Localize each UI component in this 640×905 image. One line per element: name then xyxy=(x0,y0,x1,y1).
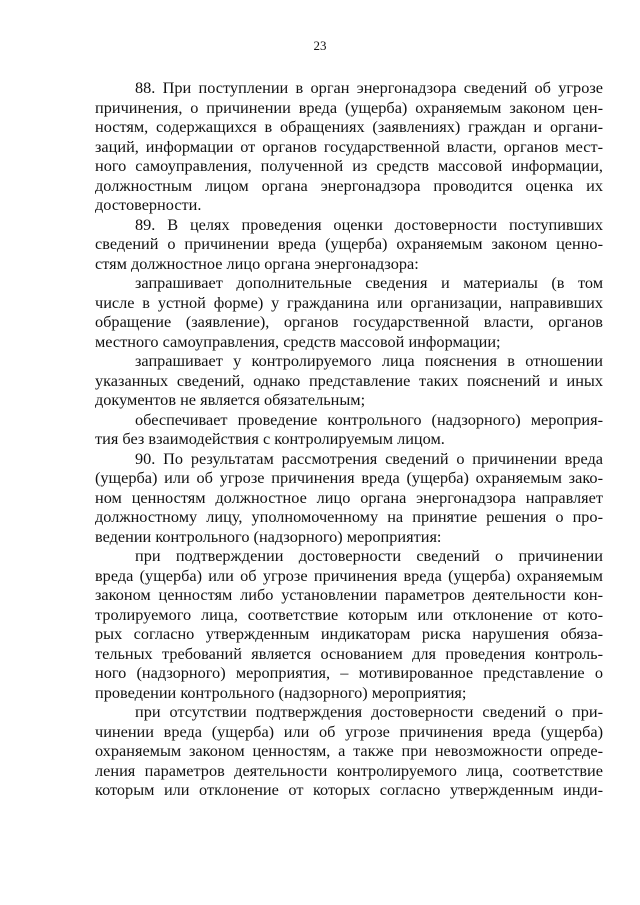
text-line: охраняемым законом ценностям, а также при невозможности опреде- xyxy=(95,741,603,760)
text-line: при подтверждении достоверности сведений о причинении xyxy=(135,546,603,565)
text-line: местного самоуправления, средств массовой информации; xyxy=(95,331,501,351)
text-line: ления параметров деятельности контролируемого лица, соответствие xyxy=(95,760,603,780)
text-line: достоверности. xyxy=(95,195,202,214)
text-line: причинения, о причинении вреда (ущерба) охраняемым законом цен- xyxy=(95,97,603,117)
text-line: при отсутствии подтверждения достоверности сведений о при- xyxy=(135,702,603,721)
text-line: обращение (заявление), органов государственной власти, органов xyxy=(95,312,603,331)
text-line: ного (надзорного) мероприятия, – мотивированное представление о xyxy=(95,663,603,682)
text-line: 88. При поступлении в орган энергонадзора сведений об угрозе xyxy=(135,78,603,97)
text-line: (ущерба) или об угрозе причинения вреда (ущерба) охраняемым зако- xyxy=(95,468,603,487)
text-line: рых согласно утвержденным индикаторам риска нарушения обяза- xyxy=(95,624,603,643)
text-line: указанных сведений, однако представление таких пояснений и иных xyxy=(95,370,603,390)
text-line: ного самоуправления, полученной из средств массовой информации, xyxy=(95,156,603,175)
text-line: заций, информации от органов государственной власти, органов мест- xyxy=(95,136,603,156)
page-number: 23 xyxy=(313,38,327,53)
text-line: которым или отклонение от которых согласно утвержденным инди- xyxy=(95,780,603,799)
text-line: законом ценностям либо установлении параметров деятельности кон- xyxy=(95,585,603,604)
document-body xyxy=(95,78,603,800)
text-line: ведении контрольного (надзорного) мероприятия: xyxy=(95,526,442,546)
text-line: числе в устной форме) у гражданина или организации, направивших xyxy=(95,292,603,312)
text-line: чинении вреда (ущерба) или об угрозе причинения вреда (ущерба) xyxy=(95,721,603,741)
text-line: 89. В целях проведения оценки достоверности поступивших xyxy=(135,214,603,234)
text-line: сведений о причинении вреда (ущерба) охраняемым законом ценно- xyxy=(95,234,603,253)
text-line: вреда (ущерба) или об угрозе причинения вреда (ущерба) охраняемым xyxy=(95,565,603,585)
text-line: должностным лицом органа энергонадзора проводится оценка их xyxy=(95,175,603,195)
text-line: тия без взаимодействия с контролируемым лицом. xyxy=(95,429,445,448)
text-line: документов не является обязательным; xyxy=(95,390,366,409)
text-line: тролируемого лица, соответствие которым или отклонение от кото- xyxy=(95,604,603,624)
text-line: 90. По результатам рассмотрения сведений о причинении вреда xyxy=(135,448,603,468)
text-line: тельных требований является основанием для проведения контроль- xyxy=(95,643,603,663)
text-line: ностям, содержащихся в обращениях (заявлениях) граждан и органи- xyxy=(95,117,603,136)
text-line: запрашивает дополнительные сведения и материалы (в том xyxy=(135,273,603,292)
text-line: стям должностное лицо органа энергонадзора: xyxy=(95,253,419,273)
text-line: должностному лицу, уполномоченному на принятие решения о про- xyxy=(95,507,603,526)
text-line: обеспечивает проведение контрольного (надзорного) мероприя- xyxy=(135,409,603,429)
text-line: проведении контрольного (надзорного) мероприятия; xyxy=(95,682,467,702)
text-line: ном ценностям должностное лицо органа энергонадзора направляет xyxy=(95,487,603,507)
text-line: запрашивает у контролируемого лица пояснения в отношении xyxy=(135,351,603,370)
